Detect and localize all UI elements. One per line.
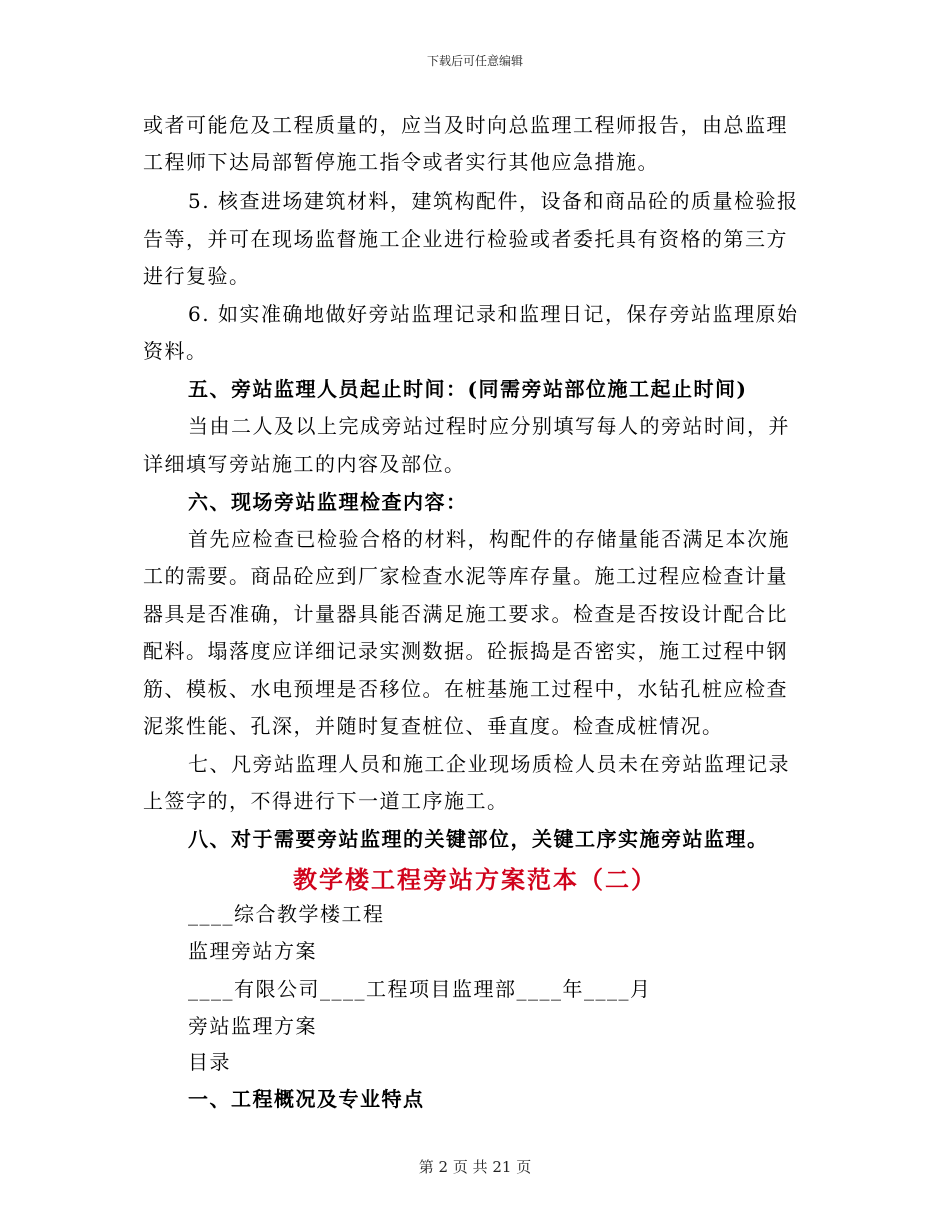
paragraph-line: 进行复验。 xyxy=(143,264,251,288)
list-item-6: 6. 如实准确地做好旁站监理记录和监理日记，保存旁站监理原始 xyxy=(188,302,799,326)
page-header: 下载后可任意编辑 xyxy=(426,54,523,68)
paragraph-line: 或者可能危及工程质量的，应当及时向总监理工程师报告，由总监理 xyxy=(143,113,788,137)
paragraph-line: 详细填写旁站施工的内容及部位。 xyxy=(143,452,466,476)
paragraph-line: 工的需要。商品砼应到厂家检查水泥等库存量。施工过程应检查计量 xyxy=(143,564,788,588)
toc-item-1: 一、工程概况及专业特点 xyxy=(188,1087,425,1111)
section-heading-8: 八、对于需要旁站监理的关键部位，关键工序实施旁站监理。 xyxy=(188,827,769,851)
paragraph-line: 筋、模板、水电预埋是否移位。在桩基施工过程中，水钻孔桩应检查 xyxy=(143,677,788,701)
document-subtitle: 监理旁站方案 xyxy=(188,939,317,963)
page-footer: 第 2 页 共 21 页 xyxy=(418,1158,532,1176)
paragraph-line: 器具是否准确，计量器具能否满足施工要求。检查是否按设计配合比 xyxy=(143,602,788,626)
paragraph-line: 资料。 xyxy=(143,339,208,363)
paragraph-line: 泥浆性能、孔深，并随时复查桩位、垂直度。检查成桩情况。 xyxy=(143,714,724,738)
paragraph-line: 配料。塌落度应详细记录实测数据。砼振捣是否密实，施工过程中钢 xyxy=(143,639,788,663)
section-heading-7: 七、凡旁站监理人员和施工企业现场质检人员未在旁站监理记录 xyxy=(188,752,790,776)
list-item-5: 5. 核查进场建筑材料，建筑构配件，设备和商品砼的质量检验报 xyxy=(188,189,799,213)
paragraph-line: 告等，并可在现场监督施工企业进行检验或者委托具有资格的第三方 xyxy=(143,227,788,251)
toc-heading: 目录 xyxy=(188,1050,231,1074)
paragraph-line: 当由二人及以上完成旁站过程时应分别填写每人的旁站时间，并 xyxy=(188,414,790,438)
section-heading-5: 五、旁站监理人员起止时间：(同需旁站部位施工起止时间) xyxy=(188,377,748,401)
paragraph-line: 上签字的，不得进行下一道工序施工。 xyxy=(143,789,509,813)
project-name-line: ____综合教学楼工程 xyxy=(188,902,385,926)
paragraph-line: 首先应检查已检验合格的材料，构配件的存储量能否满足本次施 xyxy=(188,527,790,551)
document-subtitle-2: 旁站监理方案 xyxy=(188,1014,317,1038)
section-title: 教学楼工程旁站方案范本（二） xyxy=(293,865,657,894)
paragraph-line: 工程师下达局部暂停施工指令或者实行其他应急措施。 xyxy=(143,150,659,174)
section-heading-6: 六、现场旁站监理检查内容： xyxy=(188,490,468,514)
company-date-line: ____有限公司____工程项目监理部____年____月 xyxy=(188,977,652,1001)
